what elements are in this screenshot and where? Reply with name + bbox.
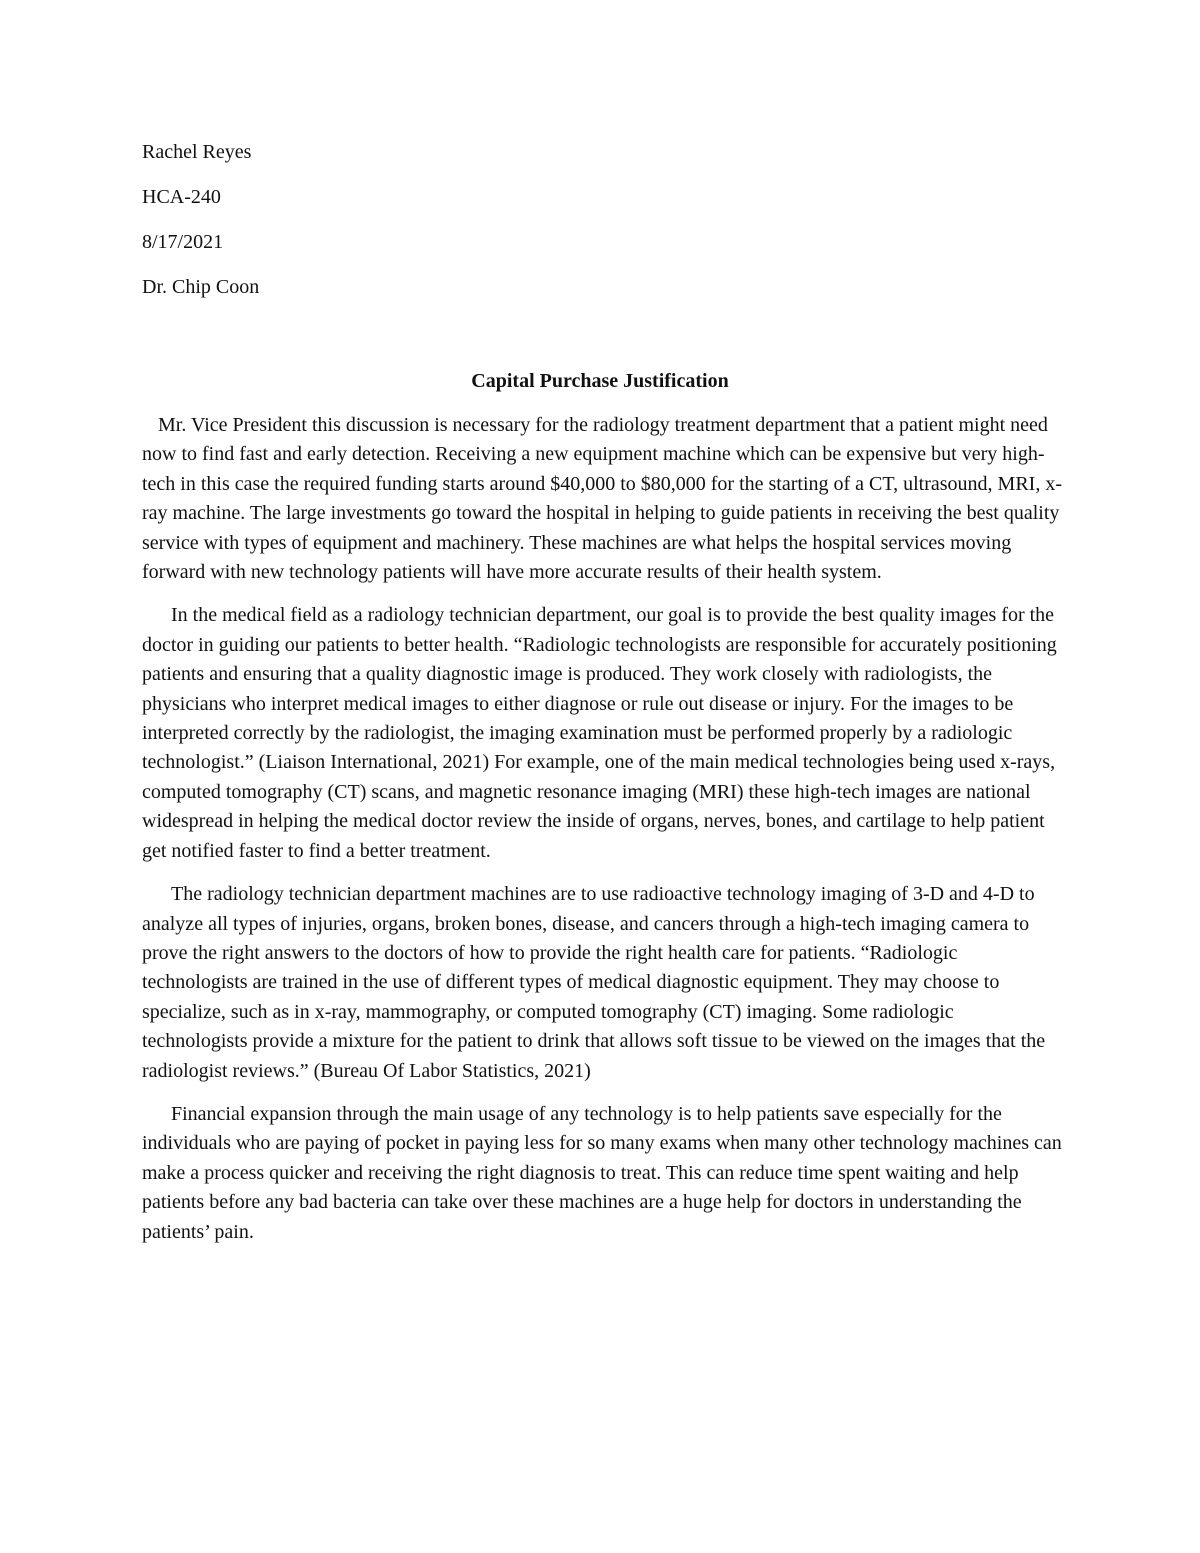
body-paragraph-1: Mr. Vice President this discussion is necessary for the radiology treatment department that a patient might need now to find fast and early detection. Receiving a new equipment machine which can be expensive but very high-tech in this case the required funding starts around $40,000 to $80,000 for the starting of a CT, ultrasound, MRI, x-ray machine. The large investments go toward the hospital in helping to guide patients in receiving the best quality service with types of equipment and machinery. These machines are what helps the hospital services moving forward with new technology patients will have more accurate results of their health system. — [142, 414, 1062, 584]
body-paragraph-2: In the medical field as a radiology technician department, our goal is to provide the best quality images for the doctor in guiding our patients to better health. “Radiologic technologists are responsible for accurately positioning patients and ensuring that a quality diagnostic image is produced. They work closely with radiologists, the physicians who interpret medical images to either diagnose or rule out disease or injury. For the images to be interpreted correctly by the radiologist, the imaging examination must be performed properly by a radiologic technologist.” (Liaison International, 2021) For example, one of the main medical technologies being used x-rays, computed tomography (CT) scans, and magnetic resonance imaging (MRI) these high-tech images are national widespread in helping the medical doctor review the inside of organs, nerves, bones, and cartilage to help patient get notified faster to find a better treatment. — [142, 604, 1057, 862]
document-date: 8/17/2021 — [142, 231, 224, 253]
body-paragraph-4: Financial expansion through the main usage of any technology is to help patients save especially for the individuals who are paying of pocket in paying less for so many exams when many other technology machines can make a process quicker and receiving the right diagnosis to treat. This can reduce time spent waiting and help patients before any bad bacteria can take over these machines are a huge help for doctors in understanding the patients’ pain. — [142, 1102, 1062, 1243]
course-code: HCA-240 — [142, 186, 221, 208]
document-body — [142, 411, 1064, 1261]
author-name: Rachel Reyes — [142, 141, 252, 163]
document-title: Capital Purchase Justification — [471, 370, 729, 392]
document-header — [142, 140, 842, 320]
instructor-name: Dr. Chip Coon — [142, 276, 260, 298]
body-paragraph-3: The radiology technician department machines are to use radioactive technology imaging of 3-D and 4-D to analyze all types of injuries, organs, broken bones, disease, and cancers through a high-tech imaging camera to prove the right answers to the doctors of how to provide the right health care for patients. “Radiologic technologists are trained in the use of different types of medical diagnostic equipment. They may choose to specialize, such as in x-ray, mammography, or computed tomography (CT) imaging. Some radiologic technologists provide a mixture for the patient to drink that allows soft tissue to be viewed on the images that the radiologist reviews.” (Bureau Of Labor Statistics, 2021) — [142, 883, 1046, 1082]
